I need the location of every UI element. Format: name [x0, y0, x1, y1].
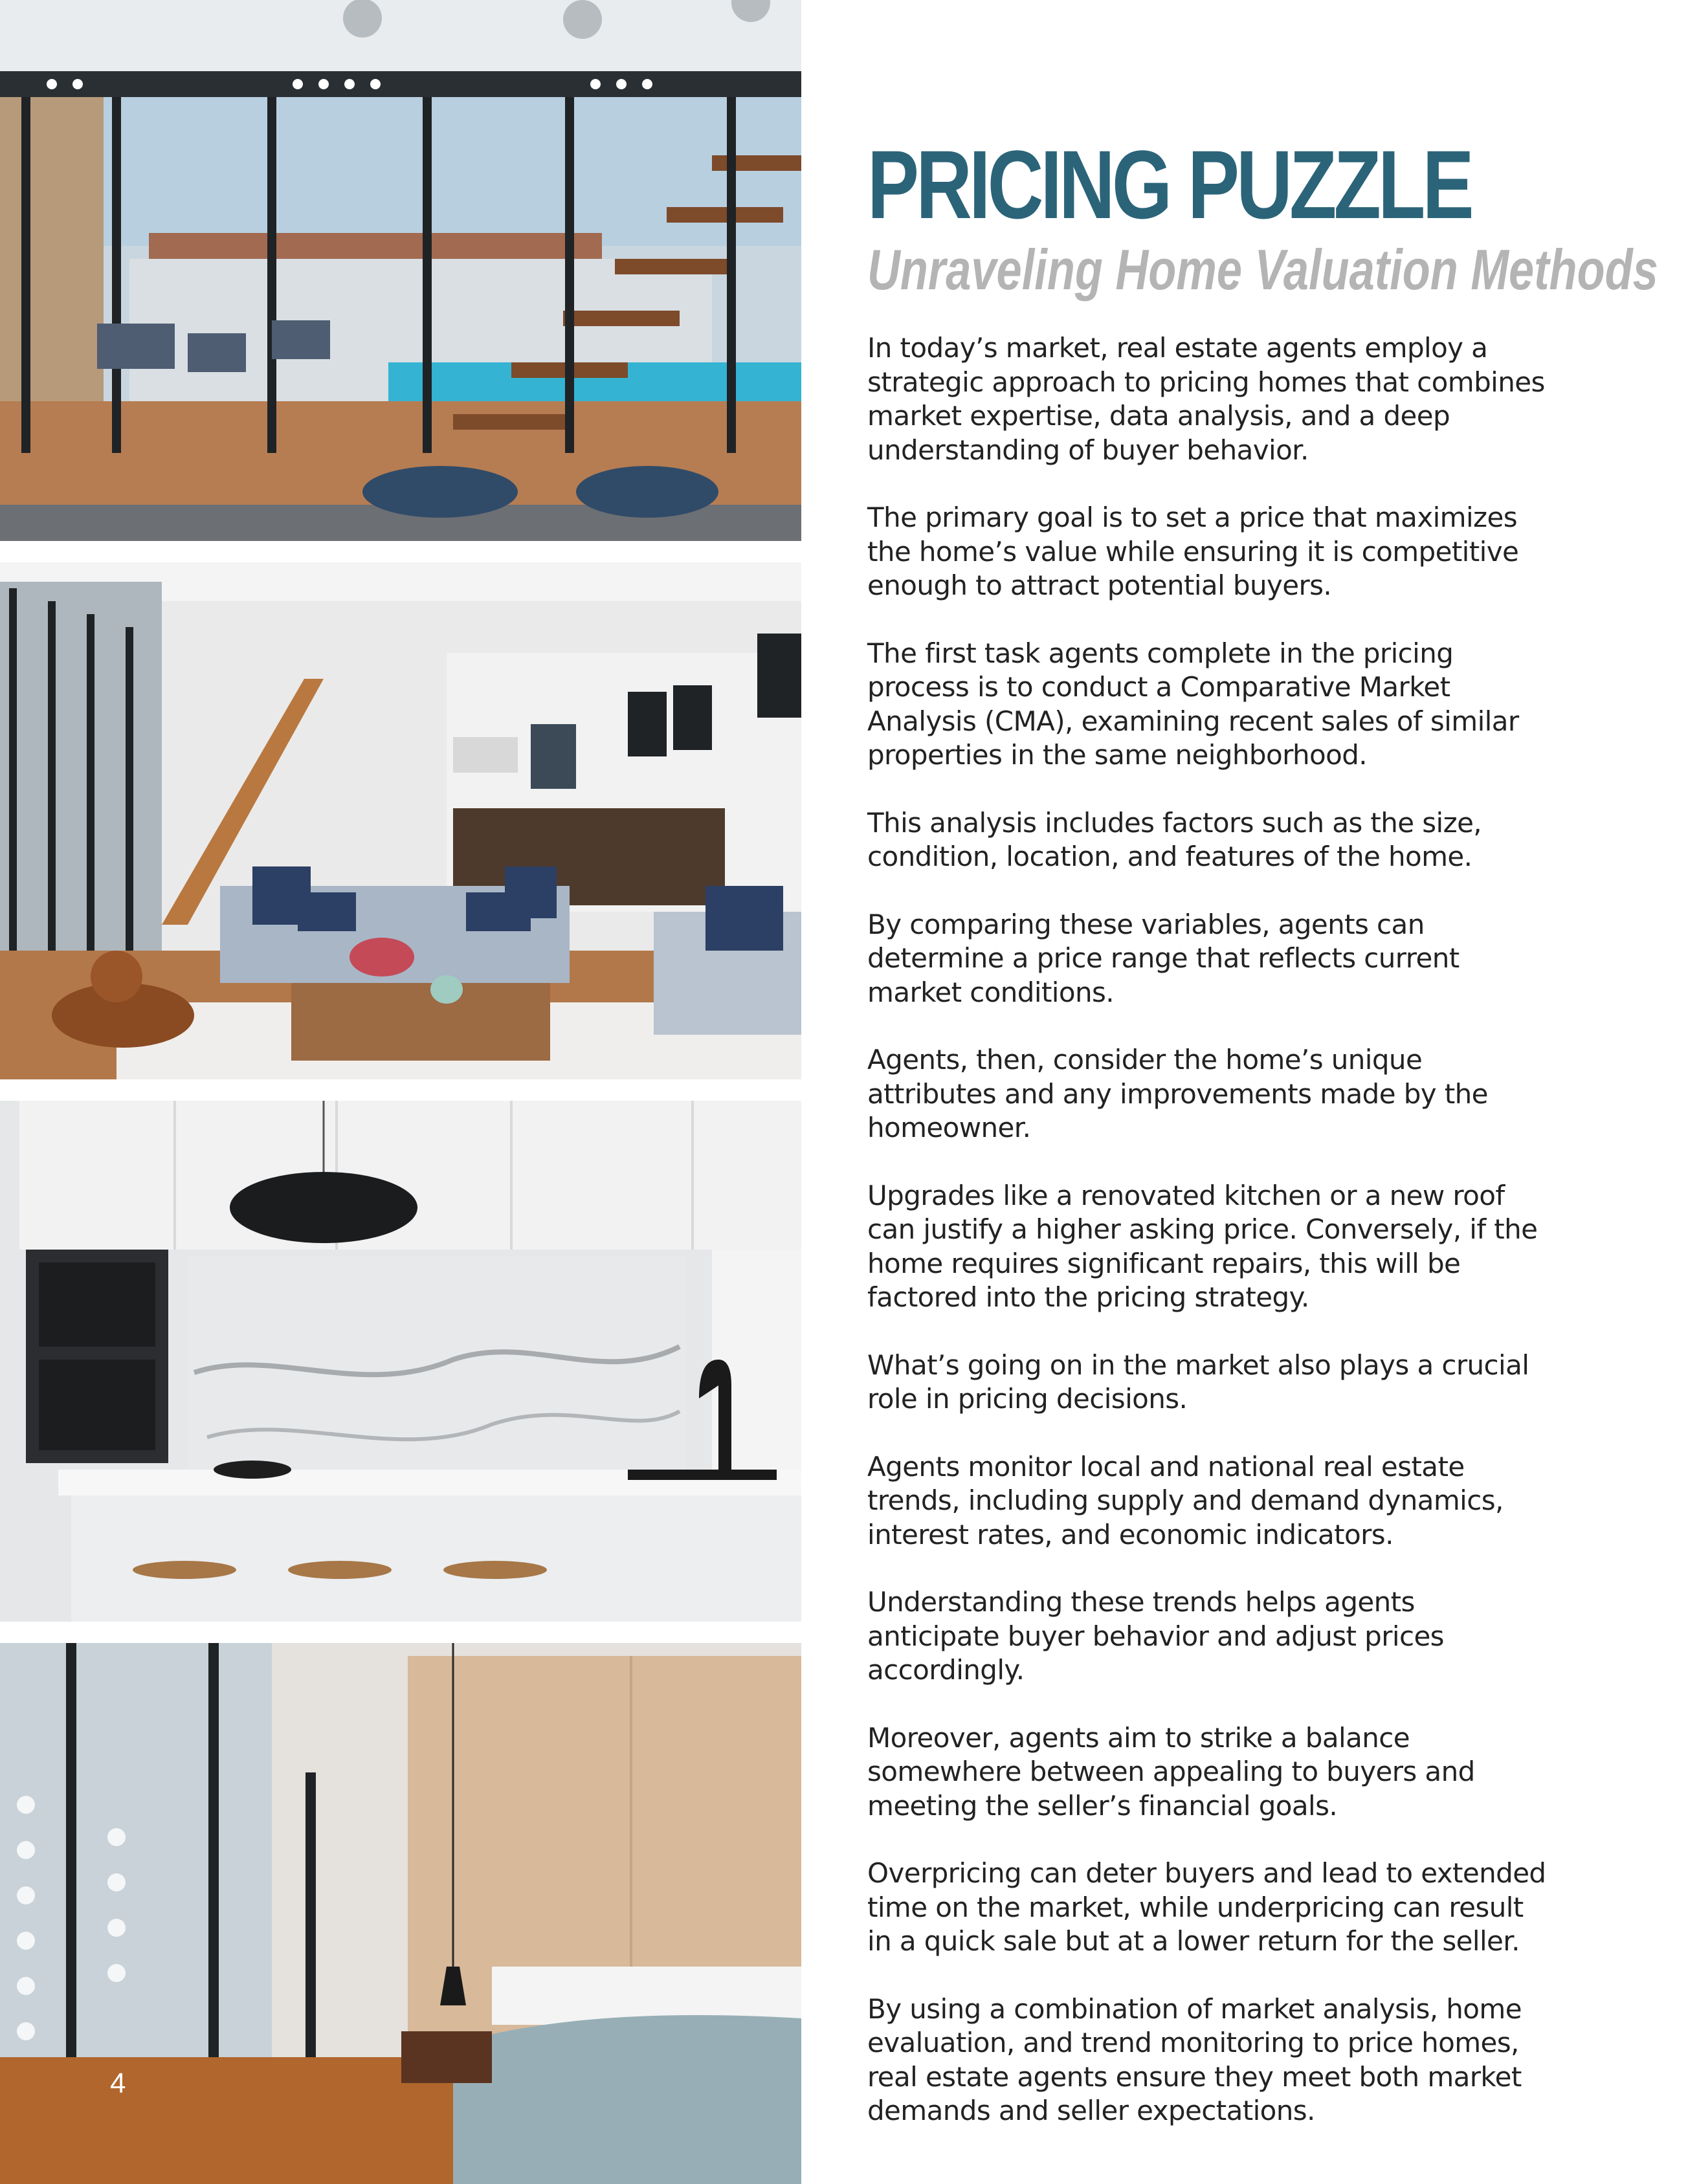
paragraph: Agents monitor local and national real estate trends, including supply and demand dynamics, interest rates, and economic indicators.: [867, 1450, 1504, 1550]
paragraph: By comparing these variables, agents can determine a price range that reflects current market conditions.: [867, 908, 1460, 1008]
paragraph: Agents, then, consider the home’s unique attributes and any improvements made by the homeowner.: [867, 1044, 1488, 1143]
article-body: [867, 331, 1547, 2128]
paragraph: Understanding these trends helps agents anticipate buyer behavior and adjust prices accordingly.: [867, 1586, 1444, 1686]
bedroom-photo: [0, 1643, 801, 2184]
paragraph: By using a combination of market analysis, home evaluation, and trend monitoring to price homes, real estate agents ensure they meet both market demands and seller expectations.: [867, 1992, 1522, 2126]
article-title: PRICING PUZZLE: [867, 130, 1471, 239]
paragraph: Moreover, agents aim to strike a balance somewhere between appealing to buyers and meeting the seller’s financial goals.: [867, 1721, 1475, 1822]
article: [867, 129, 1658, 2162]
paragraph: The primary goal is to set a price that maximizes the home’s value while ensuring it is competitive enough to attract potential buyers.: [867, 502, 1519, 601]
kitchen-photo: [0, 1101, 801, 1622]
living-room-photo: [0, 562, 801, 1079]
paragraph: What’s going on in the market also plays a crucial role in pricing decisions.: [867, 1349, 1529, 1415]
article-subtitle: Unraveling Home Valuation Methods: [867, 237, 1658, 302]
paragraph: This analysis includes factors such as the size, condition, location, and features of the home.: [867, 806, 1482, 872]
page-number: 4: [110, 2068, 126, 2099]
paragraph: In today’s market, real estate agents employ a strategic approach to pricing homes that combines market expertise, data analysis, and a deep understanding of buyer behavior.: [867, 332, 1545, 466]
photo-column: [0, 0, 801, 2184]
paragraph: The first task agents complete in the pricing process is to conduct a Comparative Market Analysis (CMA), examining recent sales of similar properties in the same neighborhood.: [867, 637, 1519, 771]
patio-staircase-photo: [0, 0, 801, 541]
paragraph: Overpricing can deter buyers and lead to extended time on the market, while underpricing can result in a quick sale but at a lower return for the seller.: [867, 1857, 1546, 1957]
paragraph: Upgrades like a renovated kitchen or a new roof can justify a higher asking price. Conversely, if the home requires significant repairs, this will be factored into the pricing strategy.: [867, 1179, 1538, 1313]
